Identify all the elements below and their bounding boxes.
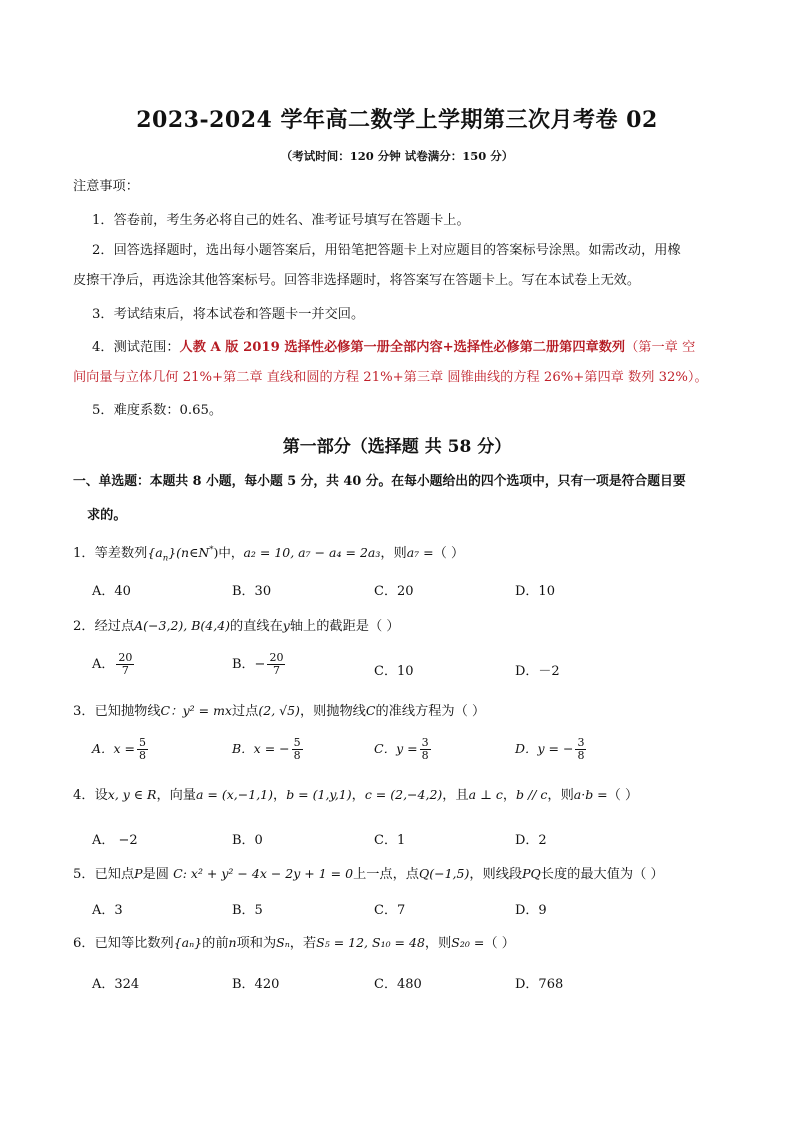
note-2-line-2: 皮擦干净后，再选涂其他答案标号。回答非选择题时，将答案写在答题卡上。写在本试卷上无效。	[73, 273, 641, 288]
question-1-set: $\{a_n\}(n\in N^*)$中，	[147, 545, 244, 564]
note-4-tail: （第一章 空	[625, 340, 696, 355]
note-2-line-1: 2．回答选择题时，选出每小题答案后，用铅笔把答题卡上对应题目的答案标号涂黑。如需改动，用橡	[92, 243, 681, 258]
question-3-option-b: B．x = − $\frac{5}{8}$	[232, 736, 301, 762]
question-6-option-a: A．324	[92, 977, 140, 992]
note-4-prefix: 4．测试范围：	[92, 340, 180, 355]
question-2-points: A(−3,2), B(4,4)	[134, 618, 231, 633]
question-6-option-c: C．480	[374, 977, 422, 992]
fraction: $\frac{3}{8}$	[421, 736, 429, 762]
note-5: 5．难度系数：0.65。	[92, 403, 223, 418]
question-4-option-c: C．1	[374, 833, 406, 848]
note-1: 1．答卷前，考生务必将自己的姓名、准考证号填写在答题卡上。	[92, 213, 470, 228]
question-3-option-a: A．x = $\frac{5}{8}$	[92, 736, 147, 762]
note-3: 3．考试结束后，将本试卷和答题卡一并交回。	[92, 307, 365, 322]
question-5-option-a: A．3	[92, 903, 123, 918]
exam-title: 2023-2024 学年高二数学上学期第三次月考卷 02	[136, 107, 658, 133]
question-1-text: 1．等差数列	[73, 546, 148, 562]
note-4-line-2: 间向量与立体几何 21%+第二章 直线和圆的方程 21%+第三章 圆锥曲线的方程 26%+第四章 数列 32%）。	[73, 370, 708, 385]
question-2-option-c: C．10	[374, 664, 414, 679]
question-2-option-a: A． $\frac{20}{7}$	[92, 651, 133, 677]
question-6-option-b: B．420	[232, 977, 280, 992]
question-1-condition: a₂ = 10, a₇ − a₄ = 2a₃	[243, 545, 381, 561]
question-1-option-a: A．40	[92, 584, 131, 599]
fraction: $\frac{3}{8}$	[577, 736, 585, 762]
question-3-option-d: D．y = − $\frac{3}{8}$	[515, 736, 585, 762]
note-4-line-1	[92, 339, 695, 357]
question-3-option-c: C．y = $\frac{3}{8}$	[374, 736, 429, 762]
question-2-stem: 2．经过点A(−3,2), B(4,4)的直线在y轴上的截距是（ ）	[73, 618, 400, 634]
fraction: $\frac{20}{7}$	[118, 651, 133, 677]
fraction: $\frac{5}{8}$	[293, 736, 301, 762]
note-4-scope: 人教 A 版 2019 选择性必修第一册全部内容+选择性必修第二册第四章数列	[179, 340, 626, 355]
question-2-option-b: B．− $\frac{20}{7}$	[232, 651, 284, 677]
section-title: 第一部分（选择题 共 58 分）	[282, 437, 512, 457]
question-3-stem: 3．已知抛物线C：y² = mx过点(2, √5)，则抛物线C的准线方程为（ ）	[73, 703, 486, 719]
question-5-option-c: C．7	[374, 903, 406, 918]
question-4-option-d: D．2	[515, 833, 547, 848]
notes-heading: 注意事项：	[73, 179, 139, 194]
section-instruction-line-2: 求的。	[87, 508, 127, 523]
question-4-option-b: B．0	[232, 833, 263, 848]
fraction: $\frac{20}{7}$	[269, 651, 284, 677]
question-1-option-b: B．30	[232, 584, 272, 599]
fraction: $\frac{5}{8}$	[139, 736, 147, 762]
section-instruction-line-1: 一、单选题：本题共 8 小题，每小题 5 分，共 40 分。在每小题给出的四个选项中，只有一项是符合题目要	[73, 474, 686, 489]
question-5-option-d: D．9	[515, 903, 547, 918]
question-5-stem: 5．已知点P是圆 C: x² + y² − 4x − 2y + 1 = 0上一点，点Q(−1,5)，则线段PQ长度的最大值为（ ）	[73, 866, 664, 882]
question-5-option-b: B．5	[232, 903, 263, 918]
question-1-ask: a₇ =	[406, 545, 434, 561]
question-6-option-d: D．768	[515, 977, 564, 992]
question-6-stem: 6．已知等比数列{aₙ}的前n项和为Sₙ，若S₅ = 12, S₁₀ = 48，则S₂₀ =（ ）	[73, 935, 515, 951]
exam-subtitle: （考试时间：120 分钟 试卷满分：150 分）	[280, 149, 514, 163]
question-4-option-a: A． −2	[92, 833, 138, 848]
question-1-option-d: D．10	[515, 584, 555, 599]
question-1-stem: 1．等差数列$\{a_n\}(n\in N^*)$中，a₂ = 10, a₇ − a₄ = 2a₃，则a₇ =（ ）	[73, 545, 465, 564]
question-1-option-c: C．20	[374, 584, 414, 599]
question-2-option-d: D．－2	[515, 664, 560, 679]
question-4-stem: 4．设x, y ∈ R，向量a = (x,−1,1)，b = (1,y,1)，c = (2,−4,2)，且a ⊥ c，b // c，则a·b =（ ）	[73, 787, 639, 803]
